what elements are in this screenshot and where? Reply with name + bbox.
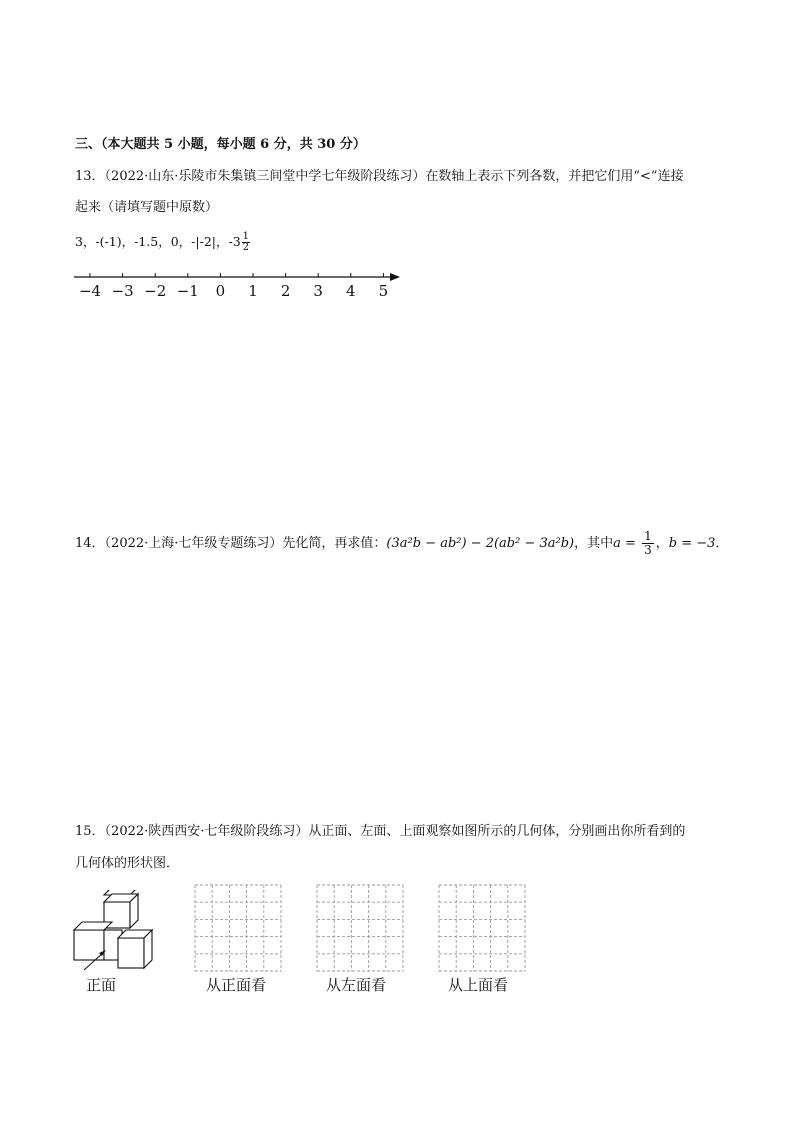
mixed-fraction: $\frac{1}{2}$ xyxy=(242,231,250,253)
left-view-caption: 从左面看 xyxy=(326,976,387,994)
axis-tick-label: −4 xyxy=(78,282,102,300)
top-view-grid xyxy=(437,883,527,973)
question-13-text-line2: 起来（请填写题中原数） xyxy=(75,200,219,215)
fraction-one-third: $\frac{1}{3}$ xyxy=(644,529,652,557)
equals-sign: = xyxy=(620,536,641,551)
front-view-caption: 从正面看 xyxy=(206,976,267,994)
number-list: 3，-(-1)，-1.5，0，-|-2|，-3 xyxy=(75,234,241,249)
axis-tick-label: 2 xyxy=(280,282,291,300)
top-view-caption: 从上面看 xyxy=(448,976,509,994)
axis-tick-label: 5 xyxy=(378,282,389,300)
question-15-text-line2: 几何体的形状图． xyxy=(75,856,180,871)
left-view-grid xyxy=(315,883,405,973)
axis-tick-label: 0 xyxy=(215,282,226,300)
b-condition: b = −3 xyxy=(668,536,716,551)
variable-a: a xyxy=(613,536,621,551)
front-label: 正面 xyxy=(86,976,117,994)
axis-tick-label: −2 xyxy=(144,282,167,300)
axis-tick-label: −3 xyxy=(111,282,134,300)
question-14-middle: ，其中 xyxy=(574,536,614,551)
question-14 xyxy=(75,530,728,557)
axis-tick-label: −1 xyxy=(176,282,199,300)
cube-figure xyxy=(70,890,180,980)
section-title: 三、（本大题共 5 小题，每小题 6 分，共 30 分） xyxy=(75,137,366,152)
axis-tick-label: 4 xyxy=(346,282,356,300)
separator: ， xyxy=(655,536,669,551)
question-13-numbers xyxy=(75,232,250,253)
question-14-expression: (3a²b − ab²) − 2(ab² − 3a²b) xyxy=(386,536,575,551)
period: ． xyxy=(715,536,729,551)
axis-tick-label: 3 xyxy=(313,282,323,300)
front-view-grid xyxy=(193,883,283,973)
question-13-text-line1: 13．（2022·山东·乐陵市朱集镇三间堂中学七年级阶段练习）在数轴上表示下列各数，并把它们用“<”连接 xyxy=(75,169,684,184)
axis-tick-label: 1 xyxy=(248,282,258,300)
number-line xyxy=(70,265,410,305)
question-14-prefix: 14．（2022·上海·七年级专题练习）先化简，再求值： xyxy=(75,536,387,551)
question-15-text-line1: 15．（2022·陕西西安·七年级阶段练习）从正面、左面、上面观察如图所示的几何体，分别画出你所看到的 xyxy=(75,824,686,839)
